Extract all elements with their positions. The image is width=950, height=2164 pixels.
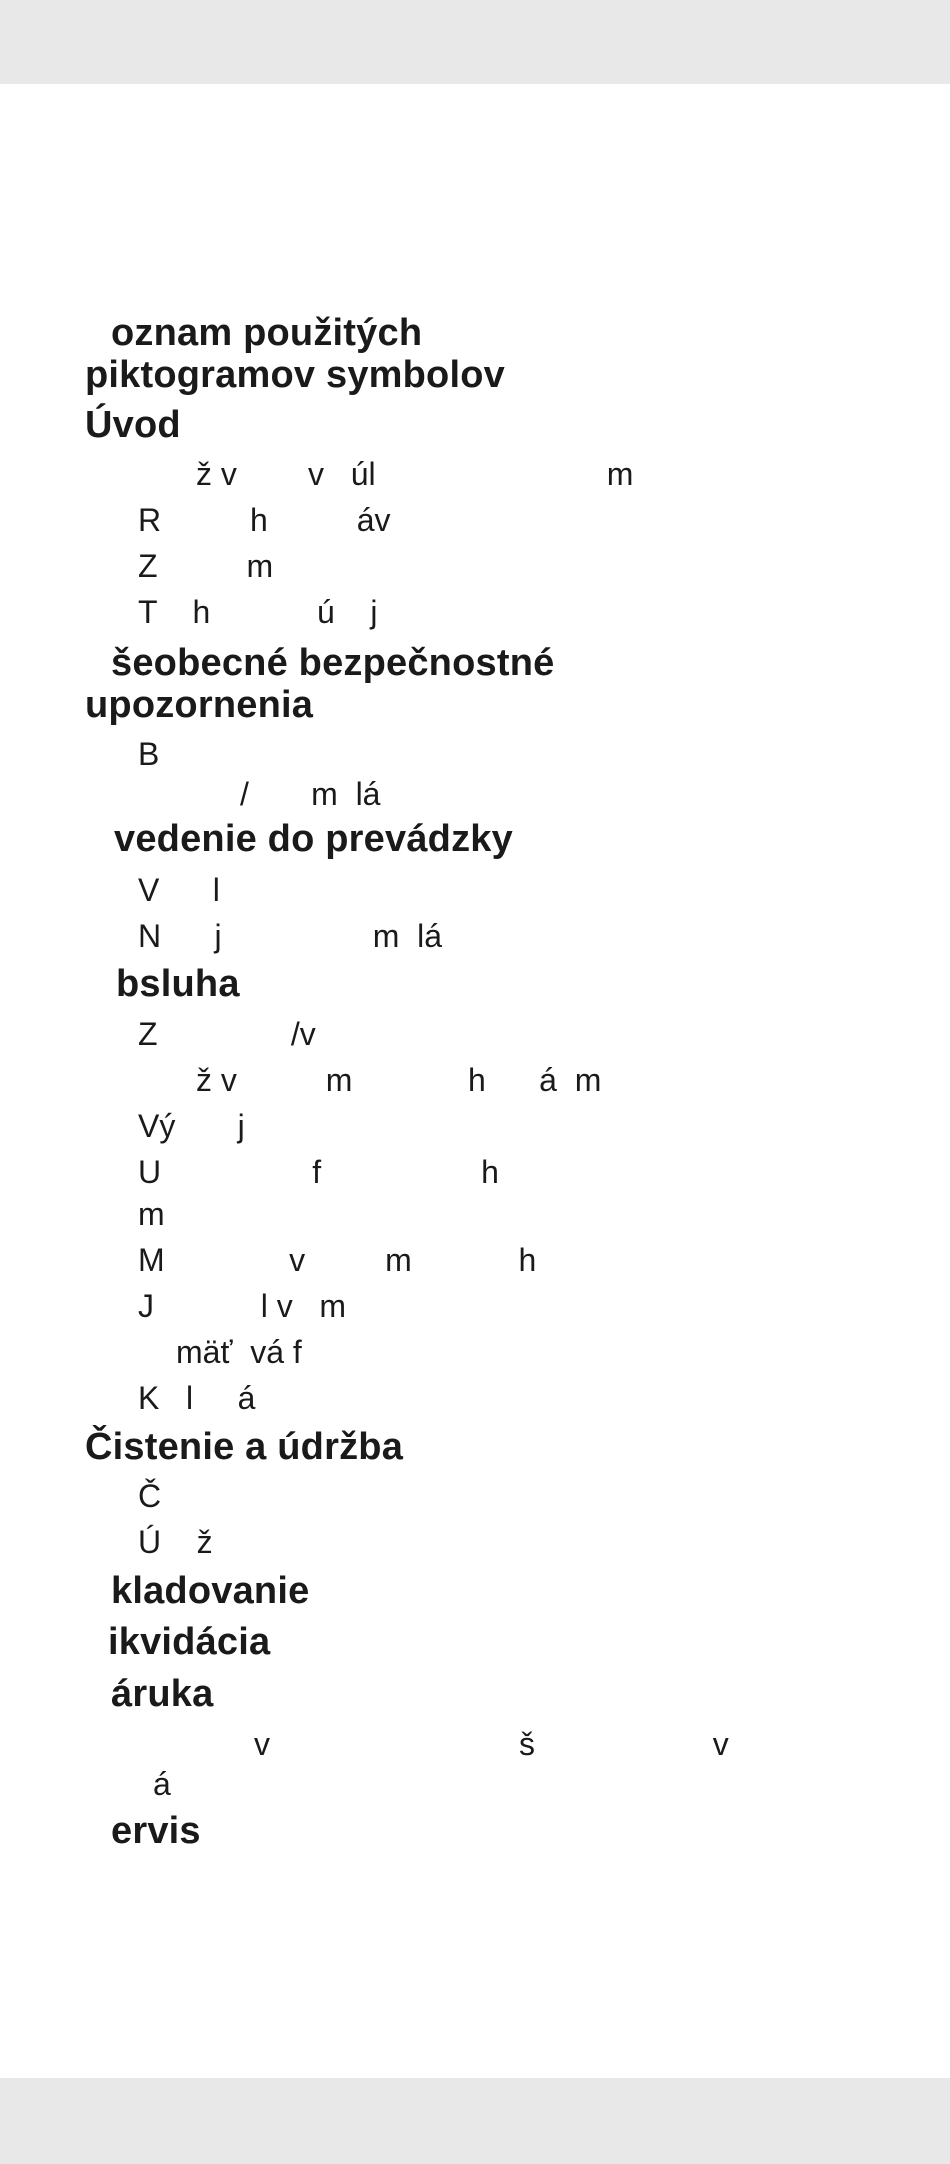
toc-entry: V l xyxy=(138,872,220,908)
toc-entry: K l á xyxy=(138,1380,256,1416)
toc-entry: B xyxy=(138,736,160,772)
toc-heading: piktogramov symbolov xyxy=(85,354,505,396)
document-page xyxy=(0,84,950,2078)
toc-heading: Úvod xyxy=(85,404,181,446)
toc-heading: vedenie do prevádzky xyxy=(114,818,513,860)
toc-entry: T h ú j xyxy=(138,594,378,630)
toc-entry: M v m h xyxy=(138,1242,537,1278)
toc-entry: J l v m xyxy=(138,1288,347,1324)
toc-heading: Čistenie a údržba xyxy=(85,1426,404,1468)
toc-heading: šeobecné bezpečnostné xyxy=(111,642,555,684)
toc-entry: Č xyxy=(138,1478,162,1514)
toc-heading: upozornenia xyxy=(85,684,314,726)
toc-entry: m xyxy=(138,1196,165,1232)
toc-entry: Ú ž xyxy=(138,1524,213,1560)
toc-entry: v š v xyxy=(254,1726,729,1762)
toc-heading: ikvidácia xyxy=(108,1621,271,1663)
toc-entry: N j m lá xyxy=(138,918,443,954)
toc-entry: R h áv xyxy=(138,502,391,538)
toc-entry: Z /v xyxy=(138,1016,316,1052)
toc-entry: U f h xyxy=(138,1154,499,1190)
toc-heading: kladovanie xyxy=(111,1570,310,1612)
toc-entry: Vý j xyxy=(138,1108,245,1144)
toc-heading: ervis xyxy=(111,1810,201,1852)
toc-heading: áruka xyxy=(111,1673,214,1715)
toc-entry: / m lá xyxy=(240,776,381,812)
toc-heading: bsluha xyxy=(116,963,240,1005)
toc-entry: ž v v úl m xyxy=(196,456,634,492)
toc-entry: mäť vá f xyxy=(176,1334,302,1370)
toc-entry: á xyxy=(153,1766,171,1802)
toc-heading: oznam použitých xyxy=(111,312,423,354)
toc-entry: ž v m h á m xyxy=(196,1062,602,1098)
toc-entry: Z m xyxy=(138,548,274,584)
